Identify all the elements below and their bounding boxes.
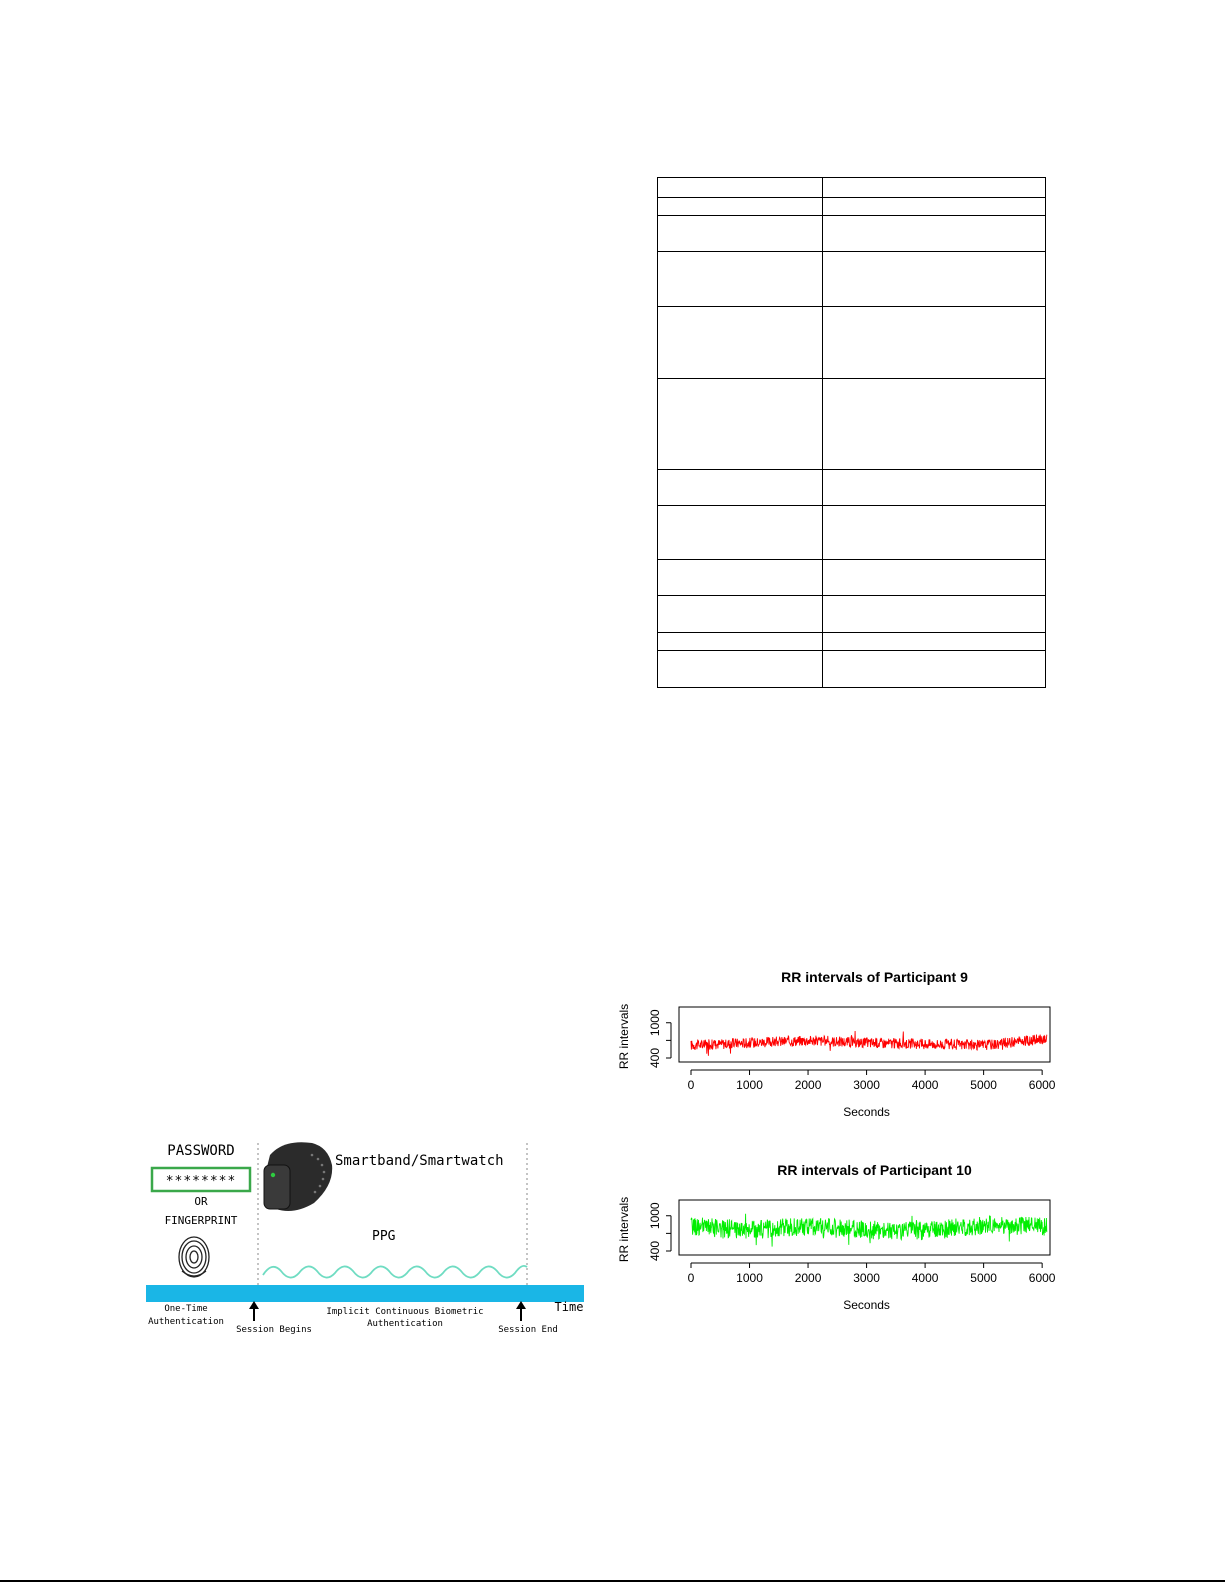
implicit-label-line2: Authentication [367,1319,443,1329]
session-end-arrow [516,1301,526,1321]
x-tick-label: 2000 [794,1271,822,1285]
page-bottom-rule [0,1580,1225,1582]
x-tick-label: 1000 [736,1271,763,1285]
x-tick-label: 4000 [911,1271,939,1285]
x-tick-label: 5000 [970,1271,997,1285]
y-axis-label: RR intervals [617,1196,631,1263]
device-label: Smartband/Smartwatch [335,1153,504,1169]
empty-table [657,177,1046,688]
x-tick-label: 6000 [1028,1271,1056,1285]
session-begins-arrow [249,1301,259,1321]
rr-series-line [691,1214,1047,1247]
x-tick-label: 6000 [1028,1078,1056,1092]
table-row [658,596,1046,633]
implicit-label-line1: Implicit Continuous Biometric [326,1307,484,1317]
chart-title: RR intervals of Participant 9 [781,969,968,985]
table-row [658,178,1046,198]
table-row [658,198,1046,216]
x-tick-label: 0 [687,1271,695,1285]
smartband-icon [264,1142,332,1211]
ppg-waveform [263,1266,527,1278]
y-axis-label: RR intervals [617,1003,631,1070]
password-mask: ******** [165,1174,237,1189]
table-row [658,633,1046,651]
chart-title: RR intervals of Participant 10 [777,1162,972,1178]
plot-frame [679,1007,1050,1062]
fingerprint-label: FINGERPRINT [164,1214,238,1227]
table-row [658,470,1046,506]
x-tick-label: 2000 [794,1078,822,1092]
session-end-label: Session End [498,1325,558,1335]
x-tick-label: 1000 [736,1078,763,1092]
table-row [658,506,1046,560]
rr-series-line [691,1031,1047,1056]
x-tick-label: 3000 [853,1271,880,1285]
signal-label: PPG [372,1229,396,1244]
timeline-bar [146,1285,584,1302]
password-label: PASSWORD [167,1143,235,1159]
authentication-figure [144,1135,596,1345]
table-row [658,307,1046,379]
y-tick-label: 400 [648,1240,662,1262]
y-tick-label: 1000 [648,1009,662,1037]
x-tick-label: 0 [687,1078,695,1092]
y-tick-label: 1000 [648,1202,662,1230]
fingerprint-icon [179,1237,209,1277]
x-tick-label: 3000 [853,1078,880,1092]
one-time-label-line1: One-Time [164,1304,208,1314]
rr-chart-participant-9 [612,965,1072,1125]
one-time-label-line2: Authentication [148,1317,224,1327]
x-tick-label: 5000 [970,1078,997,1092]
table-row [658,651,1046,688]
y-tick-label: 400 [648,1047,662,1069]
table-row [658,379,1046,470]
table-row [658,560,1046,596]
table-row [658,216,1046,252]
x-tick-label: 4000 [911,1078,939,1092]
time-label: Time [554,1300,584,1314]
session-begins-label: Session Begins [236,1325,312,1335]
x-axis-label: Seconds [843,1105,890,1119]
rr-chart-participant-10 [612,1158,1072,1318]
x-axis-label: Seconds [843,1298,890,1312]
table-row [658,252,1046,307]
or-label: OR [194,1195,208,1208]
